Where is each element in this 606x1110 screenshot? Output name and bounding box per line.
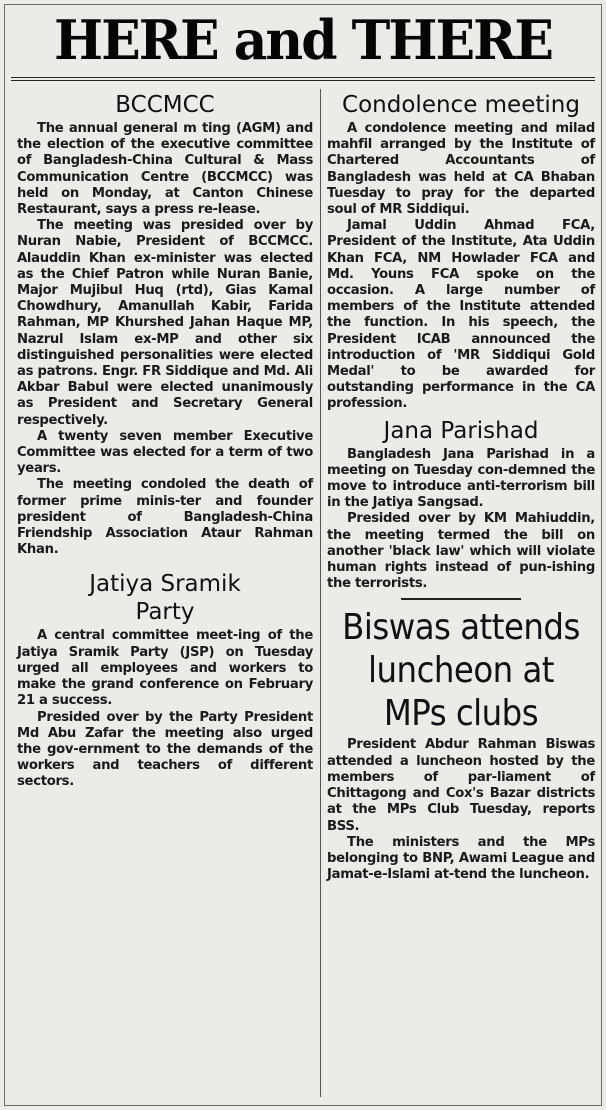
column-divider [320, 89, 321, 1097]
article-paragraph: Bangladesh Jana Parishad in a meeting on Tuesday con-demned the move to introduce anti-terrorism bill in the Jatiya Sangsad. [327, 446, 595, 511]
article-jatiya-sramik [17, 570, 313, 790]
article-paragraph: The ministers and the MPs belonging to BNP, Awami League and Jamat-e-Islami at-tend the luncheon. [327, 834, 595, 883]
article-heading: BCCMCC [115, 92, 215, 118]
article-condolence [327, 91, 595, 413]
article-heading [327, 606, 595, 735]
article-paragraph: President Abdur Rahman Biswas attended a luncheon hosted by the members of par-liament of Chittagong and Cox's Bazar districts at the MPs Club Tuesday, reports BSS. [327, 737, 595, 834]
article-paragraph: The meeting condoled the death of former prime minis-ter and founder president of Bangladesh-China Friendship Association Ataur Rahman Khan. [17, 477, 313, 558]
masthead [5, 5, 601, 85]
article-paragraph: A twenty seven member Executive Committee was elected for a term of two years. [17, 428, 313, 477]
article-biswas [327, 606, 595, 883]
article-heading: Condolence meeting [342, 92, 580, 118]
heading-line: Biswas attends [342, 607, 580, 649]
article-paragraph: Presided over by the Party President Md Abu Zafar the meeting also urged the gov-ernment to the demands of the workers and teachers of different sectors. [17, 709, 313, 790]
article-paragraph: Presided over by KM Mahiuddin, the meeting termed the bill on another 'black law' which will violate human rights instead of pun-ishing the terrorists. [327, 511, 595, 592]
heading-line: luncheon at [368, 650, 554, 692]
article-paragraph: A condolence meeting and milad mahfil arranged by the Institute of Chartered Accountants of Bangladesh was held at CA Bhaban Tuesday to pray for the departed soul of MR Siddiqui. [327, 121, 595, 218]
heading-line: Jatiya Sramik [89, 571, 241, 598]
article-bccmcc [17, 91, 313, 558]
article-paragraph: The meeting was presided over by Nuran Nabie, President of BCCMCC. Alauddin Khan ex-minister was elected as the Chief Patron while Nuran Banie, Major Mujibul Huq (rtd), Gias Kamal Chowdhury, Amanullah Kabir, Farida Rahman, MP Khurshed Jahan Haque MP, Nazrul Islam ex-MP and other six distinguished personalities were elected as patrons. Engr. FR Siddique and Md. Ali Akbar Babul were elected unanimously as President and Secretary General respectively. [17, 218, 313, 428]
section-divider [401, 598, 521, 600]
newspaper-clipping [4, 4, 602, 1106]
masthead-rule [11, 77, 595, 81]
heading-line: Party [135, 599, 195, 626]
left-column [17, 87, 313, 791]
article-heading [17, 570, 313, 626]
masthead-title: HERE and THERE [54, 8, 552, 73]
article-jana-parishad [327, 417, 595, 601]
right-column [327, 87, 595, 883]
article-paragraph: The annual general m ting (AGM) and the election of the executive committee of Bangladesh-China Cultural & Mass Communication Centre (BCCMCC) was held on Monday, at Canton Chinese Restaurant, says a press re-lease. [17, 121, 313, 218]
article-paragraph: A central committee meet-ing of the Jatiya Sramik Party (JSP) on Tuesday urged all employees and workers to make the grand conference on February 21 a success. [17, 628, 313, 709]
article-paragraph: Jamal Uddin Ahmad FCA, President of the Institute, Ata Uddin Khan FCA, NM Howlader FCA and Md. Youns FCA spoke on the occasion. A large number of members of the Institute attended the function. In his speech, the President ICAB announced the introduction of 'MR Siddiqui Gold Medal' to be awarded for outstanding performance in the CA profession. [327, 218, 595, 412]
article-heading: Jana Parishad [383, 417, 539, 444]
heading-line: MPs clubs [383, 693, 539, 735]
